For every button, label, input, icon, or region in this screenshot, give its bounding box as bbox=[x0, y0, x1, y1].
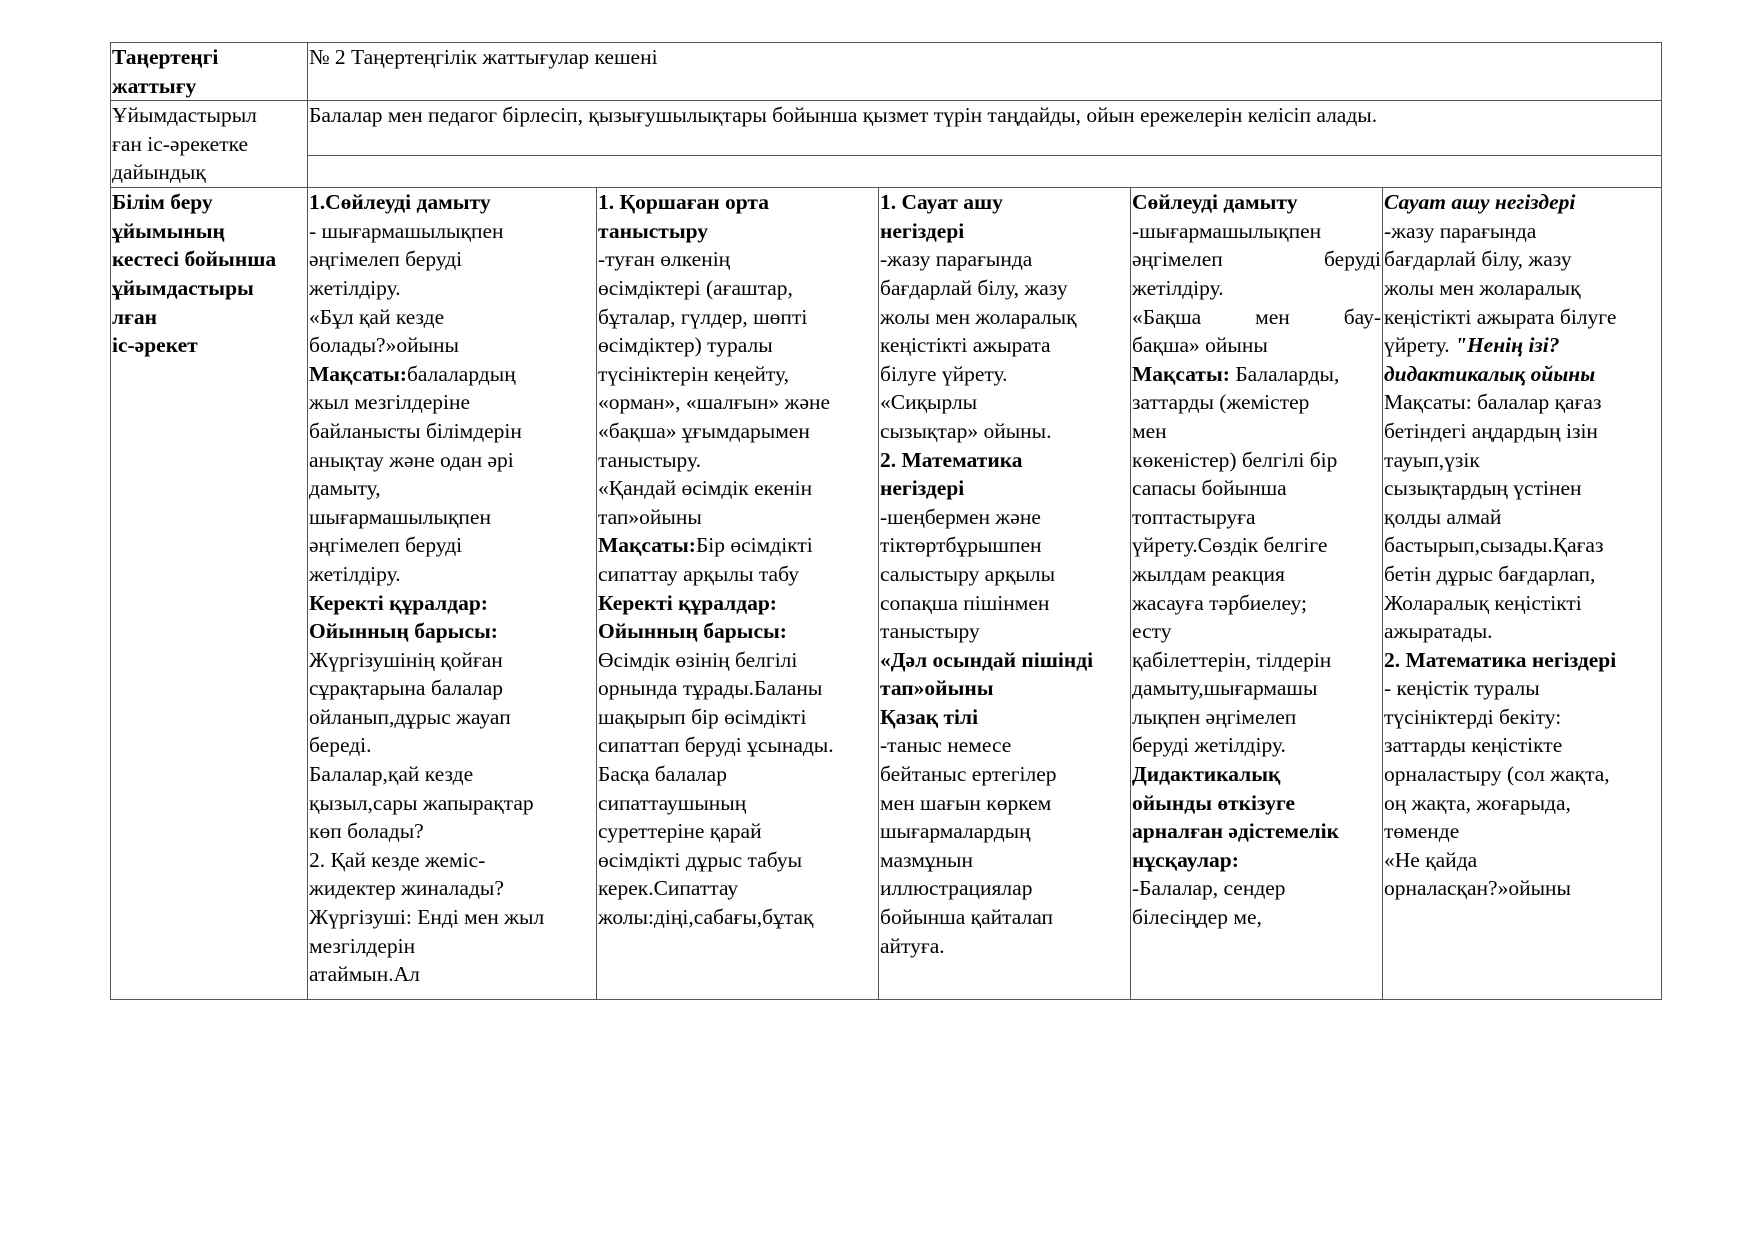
line-text: негіздері bbox=[880, 218, 965, 243]
text-line bbox=[1132, 274, 1381, 303]
line-text: бағдарлай білу, жазу bbox=[1384, 247, 1572, 272]
line-text: -таныс немесе bbox=[880, 733, 1012, 758]
line-text: 2. Математика негіздері bbox=[1384, 647, 1617, 672]
activity-preparation-label: Ұйымдастырыл ған іс-әрекетке дайындық bbox=[111, 101, 308, 188]
text-line bbox=[309, 617, 595, 646]
text-line bbox=[880, 589, 1129, 618]
text-line bbox=[1132, 846, 1381, 875]
line-text: «Не қайда bbox=[1384, 847, 1478, 872]
line-text: мен bbox=[1132, 418, 1167, 443]
text-line bbox=[1132, 674, 1381, 703]
text-line bbox=[880, 474, 1129, 503]
line-text: арналған әдістемелік bbox=[1132, 819, 1340, 844]
line-text: заттарды (жемістер bbox=[1132, 390, 1310, 415]
empty-cell bbox=[308, 156, 1662, 188]
text-line bbox=[309, 903, 595, 932]
text-line bbox=[598, 874, 877, 903]
line-text: таныстыру bbox=[880, 619, 980, 644]
line-text: мазмұнын bbox=[880, 847, 974, 872]
line-text: жасауға тәрбиелеу; bbox=[1132, 590, 1307, 615]
daily-plan-table bbox=[110, 42, 1662, 1000]
line-text: Басқа балалар bbox=[598, 762, 727, 787]
text-line bbox=[1132, 703, 1381, 732]
line-text: шығармашылықпен bbox=[309, 504, 491, 529]
line-text: көкеністер) белгілі бір bbox=[1132, 447, 1338, 472]
line-text: Жүргізушінің қойған bbox=[309, 647, 503, 672]
text-line bbox=[1384, 789, 1660, 818]
text-line bbox=[598, 617, 877, 646]
line-text: «Сиқырлы bbox=[880, 390, 978, 415]
line-text: кеңістікті ажырата білуге bbox=[1384, 304, 1617, 329]
text-line bbox=[598, 388, 877, 417]
text-line bbox=[309, 874, 595, 903]
line-text: 2. Математика bbox=[880, 447, 1023, 472]
line-text: иллюстрациялар bbox=[880, 876, 1033, 901]
line-text: ажыратады. bbox=[1384, 619, 1493, 644]
line-text: нұсқаулар: bbox=[1132, 847, 1239, 872]
line-text: орналастыру (сол жақта, bbox=[1384, 762, 1610, 787]
line-text: жетілдіру. bbox=[1132, 275, 1224, 300]
text-line bbox=[1384, 388, 1660, 417]
text-line bbox=[1132, 245, 1381, 274]
text-line bbox=[1132, 303, 1381, 332]
text-line bbox=[1384, 217, 1660, 246]
line-text: 1. Сауат ашу bbox=[880, 190, 1003, 215]
text-line bbox=[309, 560, 595, 589]
line-text: ойланып,дұрыс жауап bbox=[309, 704, 511, 729]
line-text: орналасқан?»ойыны bbox=[1384, 876, 1571, 901]
line-text: -жазу парағында bbox=[1384, 218, 1537, 243]
line-text: тіктөртбұрышпен bbox=[880, 533, 1042, 558]
line-text: Жүргізуші: Енді мен жыл bbox=[309, 905, 545, 930]
line-text: дамыту, bbox=[309, 476, 381, 501]
text-line bbox=[880, 388, 1129, 417]
text-line bbox=[309, 589, 595, 618]
text-line bbox=[598, 274, 877, 303]
line-text: айтуға. bbox=[880, 933, 945, 958]
line-text: шақырып бір өсімдікті bbox=[598, 704, 807, 729]
line-text: сипаттау арқылы табу bbox=[598, 561, 799, 586]
text-line bbox=[880, 417, 1129, 446]
text-line bbox=[598, 789, 877, 818]
day-column-5 bbox=[1383, 188, 1662, 1000]
line-text: болады?»ойыны bbox=[309, 333, 460, 358]
text-line bbox=[309, 388, 595, 417]
line-text: орнында тұрады.Баланы bbox=[598, 676, 823, 701]
text-line bbox=[1132, 589, 1381, 618]
line-text: жидектер жиналады? bbox=[309, 876, 504, 901]
text-line bbox=[880, 331, 1129, 360]
text-line bbox=[598, 503, 877, 532]
text-line bbox=[1132, 417, 1381, 446]
text-line bbox=[1132, 617, 1381, 646]
line-text: сипаттап беруді ұсынады. bbox=[598, 733, 834, 758]
text-line bbox=[309, 417, 595, 446]
line-text: лықпен әңгімелеп bbox=[1132, 704, 1297, 729]
text-line bbox=[880, 760, 1129, 789]
text-line bbox=[309, 531, 595, 560]
line-text: өсімдіктер) туралы bbox=[598, 333, 773, 358]
line-text: әңгімелеп беруді bbox=[309, 247, 463, 272]
line-text: Қазақ тілі bbox=[880, 704, 979, 729]
line-text: Керекті құралдар: bbox=[598, 590, 777, 615]
text-line bbox=[1132, 789, 1381, 818]
line-text: қолды алмай bbox=[1384, 504, 1502, 529]
text-line bbox=[880, 674, 1129, 703]
line-text: -жазу парағында bbox=[880, 247, 1033, 272]
line-text: бастырып,сызады.Қағаз bbox=[1384, 533, 1604, 558]
line-text: негіздері bbox=[880, 476, 965, 501]
line-text: сипаттаушының bbox=[598, 790, 747, 815]
text-line bbox=[1384, 817, 1660, 846]
text-line bbox=[1384, 874, 1660, 903]
line-text: бетіндегі аңдардың ізін bbox=[1384, 418, 1598, 443]
line-text: байланысты білімдерін bbox=[309, 418, 522, 443]
text-line bbox=[309, 303, 595, 332]
text-line bbox=[1132, 646, 1381, 675]
line-text: жолы мен жоларалық bbox=[1384, 275, 1581, 300]
text-line bbox=[1384, 617, 1660, 646]
text-line bbox=[1132, 817, 1381, 846]
text-line bbox=[309, 360, 595, 389]
line-text: қабілеттерін, тілдерін bbox=[1132, 647, 1332, 672]
line-text: топтастыруға bbox=[1132, 504, 1256, 529]
text-line bbox=[309, 703, 595, 732]
line-text: тап»ойыны bbox=[598, 504, 702, 529]
text-line bbox=[1132, 388, 1381, 417]
line-text: өсімдіктері (ағаштар, bbox=[598, 275, 793, 300]
line-text: Сауат ашу негіздері bbox=[1384, 190, 1576, 215]
text-line bbox=[309, 789, 595, 818]
text-line bbox=[1132, 560, 1381, 589]
line-text-continued: "Ненің ізі? bbox=[1455, 333, 1560, 358]
text-line bbox=[309, 960, 595, 989]
text-line bbox=[880, 531, 1129, 560]
text-line bbox=[1384, 446, 1660, 475]
line-text: ойынды өткізуге bbox=[1132, 790, 1295, 815]
row-morning-exercise bbox=[111, 43, 1662, 101]
text-line bbox=[1132, 731, 1381, 760]
line-text: беруді жетілдіру. bbox=[1132, 733, 1286, 758]
line-text: бұталар, гүлдер, шөпті bbox=[598, 304, 808, 329]
line-text: білуге үйрету. bbox=[880, 361, 1008, 386]
text-line bbox=[598, 817, 877, 846]
text-line bbox=[309, 731, 595, 760]
line-text: өсімдікті дұрыс табуы bbox=[598, 847, 803, 872]
line-text: суреттеріне қарай bbox=[598, 819, 762, 844]
line-text: сапасы бойынша bbox=[1132, 476, 1287, 501]
text-line bbox=[1384, 503, 1660, 532]
text-line bbox=[1384, 188, 1660, 217]
line-text: жолы мен жоларалық bbox=[880, 304, 1077, 329]
organized-activity-label: Білім беру ұйымының кестесі бойынша ұйымдастыры лған іс-әрекет bbox=[111, 188, 308, 1000]
text-line bbox=[309, 217, 595, 246]
line-text: төменде bbox=[1384, 819, 1460, 844]
text-line bbox=[309, 503, 595, 532]
line-text: Ойынның барысы: bbox=[309, 619, 498, 644]
text-line bbox=[598, 560, 877, 589]
line-text: мезгілдерін bbox=[309, 933, 416, 958]
text-line bbox=[309, 674, 595, 703]
line-text: салыстыру арқылы bbox=[880, 561, 1056, 586]
line-text: -туған өлкенің bbox=[598, 247, 731, 272]
text-line bbox=[880, 874, 1129, 903]
line-text: -шеңбермен және bbox=[880, 504, 1041, 529]
line-text: кеңістікті ажырата bbox=[880, 333, 1051, 358]
text-line bbox=[1132, 503, 1381, 532]
line-text: Өсімдік өзінің белгілі bbox=[598, 647, 798, 672]
morning-exercise-content: № 2 Таңертеңгілік жаттығулар кешені bbox=[308, 43, 1662, 101]
text-line bbox=[1384, 417, 1660, 446]
text-line bbox=[880, 703, 1129, 732]
text-line bbox=[1132, 217, 1381, 246]
line-text: жыл мезгілдеріне bbox=[309, 390, 471, 415]
line-text-continued: Балаларды, bbox=[1229, 361, 1340, 386]
text-line bbox=[880, 846, 1129, 875]
justified-word: бау- bbox=[1343, 304, 1381, 329]
line-text: Сөйлеуді дамыту bbox=[1132, 190, 1298, 215]
line-text: Ойынның барысы: bbox=[598, 619, 787, 644]
text-line bbox=[1384, 303, 1660, 332]
day-column-2 bbox=[597, 188, 879, 1000]
row-organized-activity bbox=[111, 188, 1662, 1000]
line-text: береді. bbox=[309, 733, 372, 758]
text-line bbox=[309, 188, 595, 217]
text-line bbox=[309, 274, 595, 303]
text-line bbox=[598, 474, 877, 503]
line-text: жолы:діңі,сабағы,бұтақ bbox=[598, 905, 814, 930]
text-line bbox=[1384, 560, 1660, 589]
line-text: сұрақтарына балалар bbox=[309, 676, 504, 701]
text-line bbox=[1384, 474, 1660, 503]
justified-word: «Бақша bbox=[1132, 304, 1202, 329]
text-line bbox=[880, 188, 1129, 217]
text-line bbox=[880, 903, 1129, 932]
text-line bbox=[1384, 731, 1660, 760]
text-line bbox=[880, 303, 1129, 332]
text-line bbox=[880, 646, 1129, 675]
text-line bbox=[1132, 874, 1381, 903]
text-line bbox=[598, 245, 877, 274]
day-column-1 bbox=[308, 188, 597, 1000]
line-text-continued: балалардың bbox=[406, 361, 516, 386]
line-text: бағдарлай білу, жазу bbox=[880, 275, 1068, 300]
line-text: сызықтардың үстінен bbox=[1384, 476, 1582, 501]
line-text: керек.Сипаттау bbox=[598, 876, 739, 901]
line-text: -шығармашылықпен bbox=[1132, 218, 1322, 243]
line-text: білесіңдер ме, bbox=[1132, 905, 1262, 930]
line-text: көп болады? bbox=[309, 819, 424, 844]
line-text: заттарды кеңістікте bbox=[1384, 733, 1563, 758]
line-text: үйрету.Сөздік белгіге bbox=[1132, 533, 1328, 558]
line-text: мен шағын көркем bbox=[880, 790, 1052, 815]
line-text: есту bbox=[1132, 619, 1172, 644]
row-activity-preparation bbox=[111, 101, 1662, 156]
text-line bbox=[598, 760, 877, 789]
text-line bbox=[309, 446, 595, 475]
justified-word: беруді bbox=[1324, 247, 1381, 272]
text-line bbox=[880, 503, 1129, 532]
text-line bbox=[1132, 531, 1381, 560]
line-text: жылдам реакция bbox=[1132, 561, 1285, 586]
text-line bbox=[309, 760, 595, 789]
line-text: 1. Қоршаған орта bbox=[598, 190, 769, 215]
line-text: түсініктерді бекіту: bbox=[1384, 704, 1562, 729]
text-line bbox=[598, 731, 877, 760]
line-text: қызыл,сары жапырақтар bbox=[309, 790, 534, 815]
line-text: бейтаныс ертегілер bbox=[880, 762, 1057, 787]
line-text: жетілдіру. bbox=[309, 561, 401, 586]
line-text: «бақша» ұғымдарымен bbox=[598, 418, 810, 443]
text-line bbox=[598, 303, 877, 332]
text-line bbox=[1132, 903, 1381, 932]
line-text: тап»ойыны bbox=[880, 676, 994, 701]
text-line bbox=[309, 245, 595, 274]
text-line bbox=[598, 674, 877, 703]
line-text: Жоларалық кеңістікті bbox=[1384, 590, 1582, 615]
justified-word: мен bbox=[1255, 304, 1290, 329]
text-line bbox=[880, 446, 1129, 475]
line-text: 2. Қай кезде жеміс- bbox=[309, 847, 486, 872]
line-text: сызықтар» ойыны. bbox=[880, 418, 1052, 443]
text-line bbox=[598, 589, 877, 618]
line-text: Балалар,қай кезде bbox=[309, 762, 474, 787]
text-line bbox=[309, 817, 595, 846]
text-line bbox=[880, 617, 1129, 646]
line-text: «орман», «шалғын» және bbox=[598, 390, 831, 415]
line-text: Керекті құралдар: bbox=[309, 590, 488, 615]
day-column-3 bbox=[879, 188, 1131, 1000]
text-line bbox=[1384, 274, 1660, 303]
text-line bbox=[1132, 446, 1381, 475]
text-line bbox=[1384, 646, 1660, 675]
line-text: дамыту,шығармашы bbox=[1132, 676, 1318, 701]
line-text: атаймын.Ал bbox=[309, 962, 420, 987]
text-line bbox=[1132, 331, 1381, 360]
line-text: «Қандай өсімдік екенін bbox=[598, 476, 813, 501]
activity-preparation-content: Балалар мен педагог бірлесіп, қызығушылықтары бойынша қызмет түрін таңдайды, ойын ережелерін келісіп алады. bbox=[308, 101, 1662, 156]
line-text: үйрету. bbox=[1384, 333, 1456, 358]
line-text: бетін дұрыс бағдарлап, bbox=[1384, 561, 1596, 586]
line-text: Дидактикалық bbox=[1132, 762, 1281, 787]
text-line bbox=[598, 646, 877, 675]
text-line bbox=[1132, 360, 1381, 389]
text-line bbox=[598, 417, 877, 446]
line-text: Мақсаты: bbox=[1132, 361, 1230, 386]
line-text: «Дәл осындай пішінді bbox=[880, 647, 1094, 672]
text-line bbox=[1384, 331, 1660, 360]
morning-exercise-label: Таңертеңгі жаттығу bbox=[111, 43, 308, 101]
text-line bbox=[1384, 760, 1660, 789]
text-line bbox=[309, 474, 595, 503]
text-line bbox=[598, 531, 877, 560]
text-line bbox=[1384, 589, 1660, 618]
line-text: - кеңістік туралы bbox=[1384, 676, 1540, 701]
text-line bbox=[309, 846, 595, 875]
line-text: анықтау және одан әрі bbox=[309, 447, 514, 472]
text-line bbox=[1384, 703, 1660, 732]
text-line bbox=[598, 360, 877, 389]
line-text: түсініктерін кеңейту, bbox=[598, 361, 789, 386]
line-text: бойынша қайталап bbox=[880, 905, 1053, 930]
text-line bbox=[880, 245, 1129, 274]
line-text: -Балалар, сендер bbox=[1132, 876, 1286, 901]
text-line bbox=[1384, 674, 1660, 703]
text-line bbox=[598, 703, 877, 732]
text-line bbox=[880, 360, 1129, 389]
line-text: бақша» ойыны bbox=[1132, 333, 1268, 358]
justified-word: әңгімелеп bbox=[1132, 247, 1223, 272]
line-text: таныстыру bbox=[598, 218, 709, 243]
line-text: сопақша пішінмен bbox=[880, 590, 1050, 615]
text-line bbox=[880, 217, 1129, 246]
text-line bbox=[1384, 245, 1660, 274]
text-line bbox=[309, 646, 595, 675]
text-line bbox=[598, 846, 877, 875]
text-line bbox=[309, 331, 595, 360]
text-line bbox=[880, 817, 1129, 846]
line-text: «Бұл қай кезде bbox=[309, 304, 445, 329]
text-line bbox=[880, 274, 1129, 303]
day-column-4 bbox=[1131, 188, 1383, 1000]
text-line bbox=[880, 932, 1129, 961]
text-line bbox=[598, 903, 877, 932]
text-line bbox=[880, 560, 1129, 589]
text-line bbox=[1384, 360, 1660, 389]
line-text: оң жақта, жоғарыда, bbox=[1384, 790, 1571, 815]
text-line bbox=[598, 331, 877, 360]
text-line bbox=[309, 932, 595, 961]
line-text: тауып,үзік bbox=[1384, 447, 1480, 472]
text-line bbox=[880, 789, 1129, 818]
text-line bbox=[1132, 188, 1381, 217]
text-line bbox=[1384, 531, 1660, 560]
text-line bbox=[598, 446, 877, 475]
line-text: 1.Сөйлеуді дамыту bbox=[309, 190, 491, 215]
text-line bbox=[1132, 760, 1381, 789]
line-text: Мақсаты: балалар қағаз bbox=[1384, 390, 1602, 415]
line-text: шығармалардың bbox=[880, 819, 1031, 844]
line-text: - шығармашылықпен bbox=[309, 218, 504, 243]
line-text: таныстыру. bbox=[598, 447, 701, 472]
text-line bbox=[1132, 474, 1381, 503]
line-text: жетілдіру. bbox=[309, 275, 401, 300]
text-line bbox=[1384, 846, 1660, 875]
text-line bbox=[598, 188, 877, 217]
line-text: Мақсаты: bbox=[598, 533, 696, 558]
line-text: дидактикалық ойыны bbox=[1384, 361, 1596, 386]
text-line bbox=[598, 217, 877, 246]
line-text: әңгімелеп беруді bbox=[309, 533, 463, 558]
text-line bbox=[880, 731, 1129, 760]
line-text-continued: Бір өсімдікті bbox=[695, 533, 813, 558]
line-text: Мақсаты: bbox=[309, 361, 407, 386]
row-preparation-empty bbox=[111, 156, 1662, 188]
